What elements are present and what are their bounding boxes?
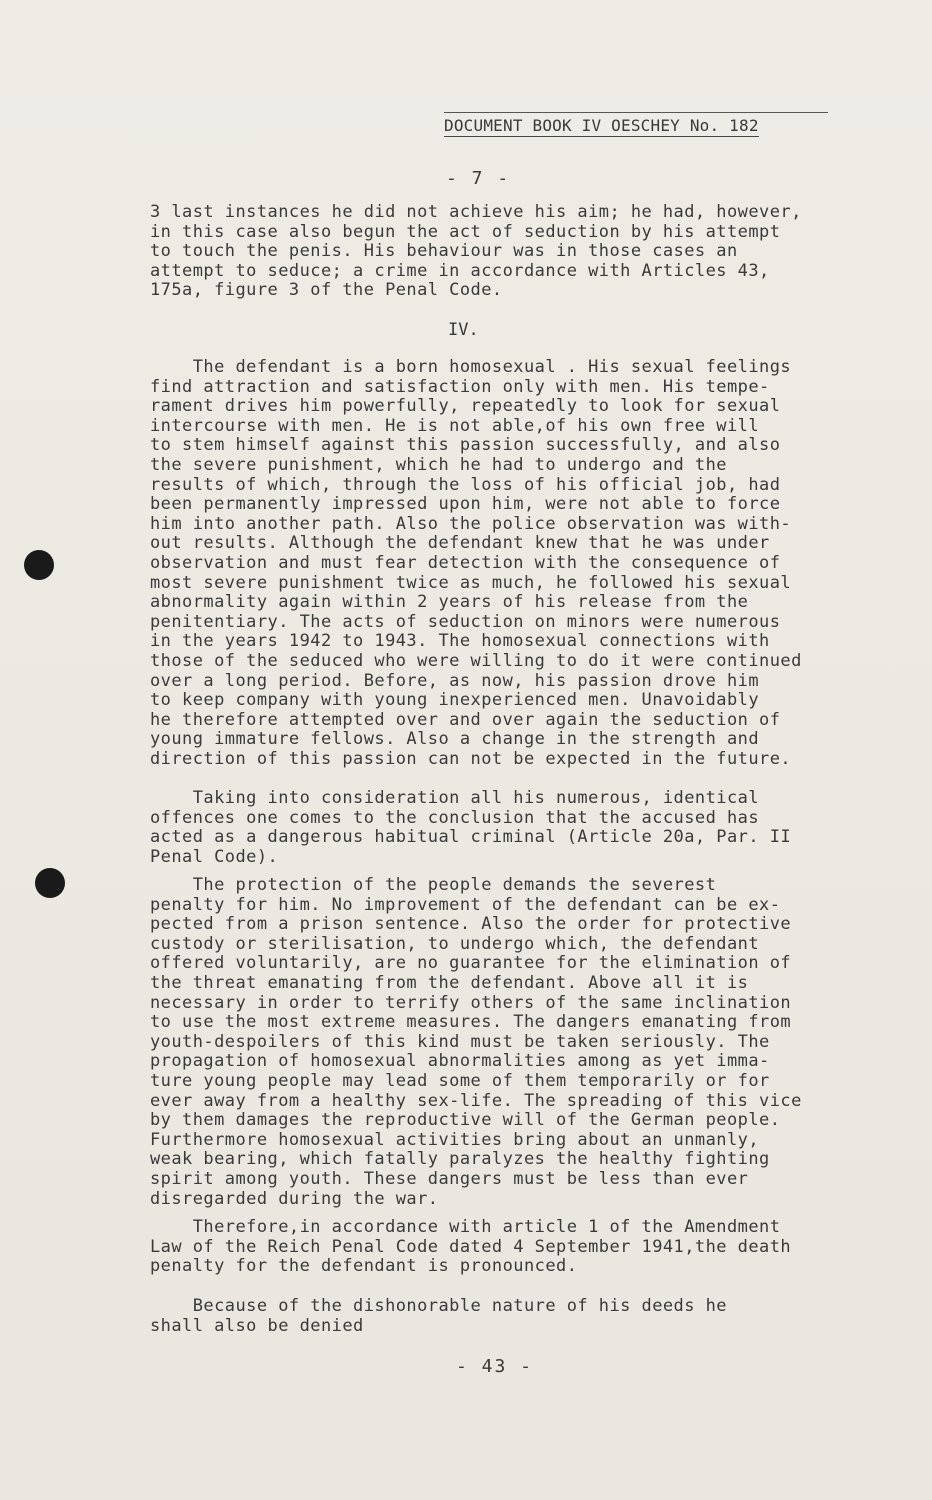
text-line: to stem himself against this passion successfully, and also [150, 435, 781, 456]
punch-hole [35, 868, 65, 898]
text-line: in this case also begun the act of seduction by his attempt [150, 221, 781, 242]
text-line: Taking into consideration all his numerous, identical [150, 788, 760, 808]
text-line: most severe punishment twice as much, he followed his sexual [150, 572, 792, 593]
text-line: been permanently impressed upon him, were not able to force [150, 494, 781, 515]
text-line: he therefore attempted over and over again the seduction of [150, 709, 781, 730]
text-line: offences one comes to the conclusion that the accused has [150, 807, 760, 828]
text-line: to touch the penis. His behaviour was in those cases an [150, 241, 738, 262]
text-line: offered voluntarily, are no guarantee for the elimination of [150, 953, 792, 974]
text-line: attempt to seduce; a crime in accordance with Articles 43, [150, 260, 770, 281]
page-number-top: - 7 - [446, 168, 511, 189]
text-line: Because of the dishonorable nature of his deeds he [150, 1296, 727, 1316]
punch-hole [24, 550, 54, 580]
text-line: intercourse with men. He is not able,of his own free will [150, 415, 760, 436]
text-line: observation and must fear detection with the consequence of [150, 552, 781, 573]
text-line: 3 last instances he did not achieve his aim; he had, however, [150, 202, 802, 222]
text-line: ever away from a healthy sex-life. The spreading of this vice [150, 1090, 802, 1111]
section-heading: IV. [448, 320, 479, 340]
text-line: by them damages the reproductive will of the German people. [150, 1110, 781, 1131]
document-header: DOCUMENT BOOK IV OESCHEY No. 182 [444, 116, 759, 135]
paragraph-2 [150, 358, 890, 769]
text-line: rament drives him powerfully, repeatedly to look for sexual [150, 396, 781, 417]
text-line: out results. Although the defendant knew that he was under [150, 533, 770, 554]
text-line: penalty for the defendant is pronounced. [150, 1256, 578, 1277]
text-line: propagation of homosexual abnormalities among as yet imma- [150, 1051, 770, 1072]
text-line: youth-despoilers of this kind must be taken seriously. The [150, 1031, 770, 1052]
text-line: The protection of the people demands the severest [150, 875, 717, 895]
text-line: abnormality again within 2 years of his release from the [150, 592, 749, 613]
text-line: custody or sterilisation, to undergo which, the defendant [150, 933, 760, 954]
page-number-bottom: - 43 - [456, 1356, 534, 1377]
paragraph-5 [150, 1218, 890, 1277]
text-line: 175a, figure 3 of the Penal Code. [150, 280, 503, 301]
text-line: direction of this passion can not be expected in the future. [150, 748, 792, 769]
paragraph-4 [150, 876, 890, 1209]
text-line: over a long period. Before, as now, his passion drove him [150, 670, 760, 691]
text-line: weak bearing, which fatally paralyzes the healthy fighting [150, 1149, 770, 1170]
text-line: penalty for him. No improvement of the defendant can be ex- [150, 894, 781, 915]
text-line: him into another path. Also the police observation was with- [150, 513, 792, 534]
text-line: shall also be denied [150, 1315, 364, 1336]
text-line: acted as a dangerous habitual criminal (Article 20a, Par. II [150, 827, 792, 848]
text-line: penitentiary. The acts of seduction on minors were numerous [150, 611, 781, 632]
text-line: results of which, through the loss of his official job, had [150, 474, 781, 495]
text-line: The defendant is a born homosexual . His sexual feelings [150, 357, 792, 377]
text-line: Furthermore homosexual activities bring about an unmanly, [150, 1129, 760, 1150]
text-line: pected from a prison sentence. Also the order for protective [150, 914, 792, 935]
text-line: the threat emanating from the defendant. Above all it is [150, 972, 749, 993]
text-line: in the years 1942 to 1943. The homosexual connections with [150, 631, 770, 652]
text-line: to use the most extreme measures. The dangers emanating from [150, 1012, 792, 1033]
text-line: necessary in order to terrify others of the same inclination [150, 992, 792, 1013]
text-line: the severe punishment, which he had to undergo and the [150, 454, 727, 475]
text-line: find attraction and satisfaction only with men. His tempe- [150, 376, 770, 397]
text-line: Therefore,in accordance with article 1 of the Amendment [150, 1217, 781, 1237]
header-rule [444, 112, 828, 113]
text-line: to keep company with young inexperienced men. Unavoidably [150, 690, 760, 711]
paragraph-6 [150, 1297, 890, 1336]
text-line: young immature fellows. Also a change in the strength and [150, 729, 760, 750]
text-line: those of the seduced who were willing to do it were continued [150, 650, 802, 671]
paragraph-1 [150, 203, 890, 301]
text-line: ture young people may lead some of them temporarily or for [150, 1070, 770, 1091]
text-line: disregarded during the war. [150, 1188, 439, 1209]
text-line: spirit among youth. These dangers must be less than ever [150, 1168, 749, 1189]
paragraph-3 [150, 789, 890, 867]
text-line: Penal Code). [150, 846, 279, 867]
text-line: Law of the Reich Penal Code dated 4 September 1941,the death [150, 1236, 792, 1257]
